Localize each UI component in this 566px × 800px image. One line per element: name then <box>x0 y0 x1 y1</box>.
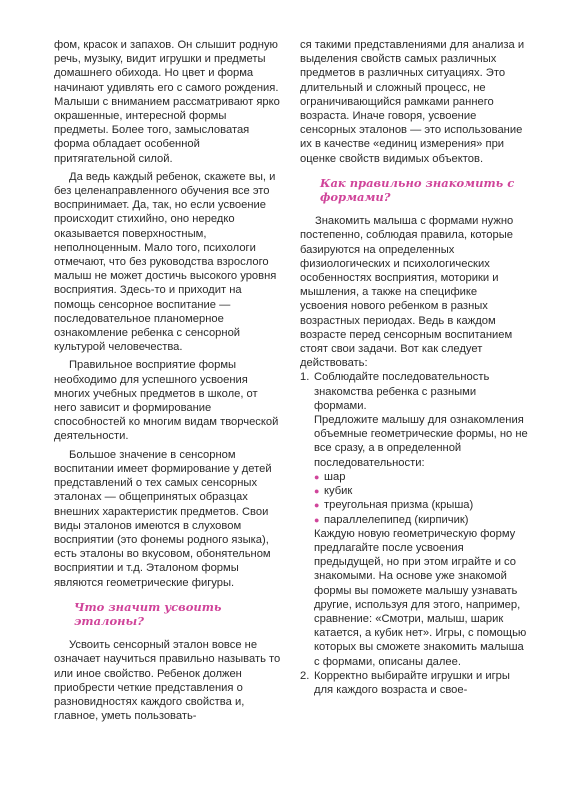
list-item-text: треугольная призма (крыша) <box>324 499 474 512</box>
list-item <box>314 498 528 512</box>
bullet-icon: ● <box>314 514 320 525</box>
section-heading: Что значит усвоить эталоны? <box>74 599 222 628</box>
list-item <box>314 470 528 484</box>
bullet-icon: ● <box>314 500 320 511</box>
numbered-item <box>300 669 528 697</box>
list-item <box>314 484 528 498</box>
item-paragraph: Каждую новую геометрическую форму предлагайте после усвоения предыдущей, но при этом играйте и со знакомыми. На основе уже знакомой формы вы поможете малышу узнавать другие, используя для этого, например, сравнение: «Смотри, малыш, шарик катается, а кубик нет». Игры, с помощью которых вы сможете знакомить малыша с формами, описаны далее. <box>314 527 527 668</box>
item-number: 1. <box>300 371 310 384</box>
left-column <box>54 38 282 800</box>
paragraph: Да ведь каждый ребенок, скажете вы, и без целенаправленного обучения все это воспринимает. Да, так, но если усвоение происходит стихийно, оно нередко оказывается поверхностным, неполноценным. Мало того, психологи отмечают, что без руководства взрослого малыш не может достичь высокого уровня восприятия. Здесь-то и приходит на помощь сенсорное воспитание — последовательное планомерное ознакомление ребенка с сенсорной культурой человечества. <box>54 170 277 354</box>
list-item-text: параллелепипед (кирпичик) <box>324 513 469 526</box>
paragraph: Знакомить малыша с формами нужно постепенно, соблюдая правила, которые базируются на определенных физиологических и психологических особенностях восприятия, моторики и мышления, а также на специфике усвоения нового ребенком в разных возрастных периодах. Ведь в каждом возрасте перед сенсорным воспитанием стоят свои задачи. Вот как следует действовать: <box>300 215 514 370</box>
paragraph: ся такими представлениями для анализа и выделения свойств самых различных предметов в различных ситуациях. Это длительный и сложный процесс, не ограничивающийся рамками раннего возраста. Иначе говоря, усвоение сенсорных эталонов — это использование их в качестве «единиц измерения» при оценке свойств видимых объектов. <box>300 39 525 165</box>
section-heading: Как правильно знакомить с формами? <box>320 175 515 205</box>
paragraph: Усвоить сенсорный эталон вовсе не означает научиться правильно называть то или иное свойство. Ребенок должен приобрести четкие представления о разновидностях каждого свойства и, главное, уметь пользовать- <box>54 639 281 723</box>
list-item-text: шар <box>324 470 346 483</box>
list-item <box>314 513 528 527</box>
bullet-icon: ● <box>314 486 320 497</box>
paragraph: фом, красок и запахов. Он слышит родную речь, музыку, видит игрушки и предметы домашнего обихода. Но цвет и форма начинают удивлять его с самого рождения. Малыши с вниманием рассматривают ярко окрашенные, интересной формы предметы. Более того, замысловатая форма обладает особенной притягательной силой. <box>54 39 280 165</box>
bullet-icon: ● <box>314 471 320 482</box>
paragraph: Правильное восприятие формы необходимо для успешного усвоения многих учебных предметов в школе, от него зависит и формирование способностей ко многим видам творческой деятельности. <box>54 359 279 443</box>
numbered-item <box>300 370 528 413</box>
shape-list <box>300 470 528 527</box>
item-text: Корректно выбирайте игрушки и игры для каждого возраста и свое- <box>314 669 510 696</box>
list-item-text: кубик <box>324 485 353 498</box>
paragraph: Большое значение в сенсорном воспитании имеет формирование у детей представлений о тех самых сенсорных эталонах — общепринятых образцах внешних характеристик предметов. Свои виды эталонов имеются в слуховом восприятии (это фонемы родного языка), есть эталоны во вкусовом, обонятельном восприятии и т.д. Эталоном формы являются геометрические фигуры. <box>54 448 272 589</box>
right-column <box>300 38 528 800</box>
item-title: Соблюдайте последовательность знакомства ребенка с разными формами. <box>314 371 490 412</box>
item-paragraph: Предложите малышу для ознакомления объемные геометрические формы, но не все сразу, а в определенной последовательности: <box>314 414 528 469</box>
item-number: 2. <box>300 669 310 682</box>
